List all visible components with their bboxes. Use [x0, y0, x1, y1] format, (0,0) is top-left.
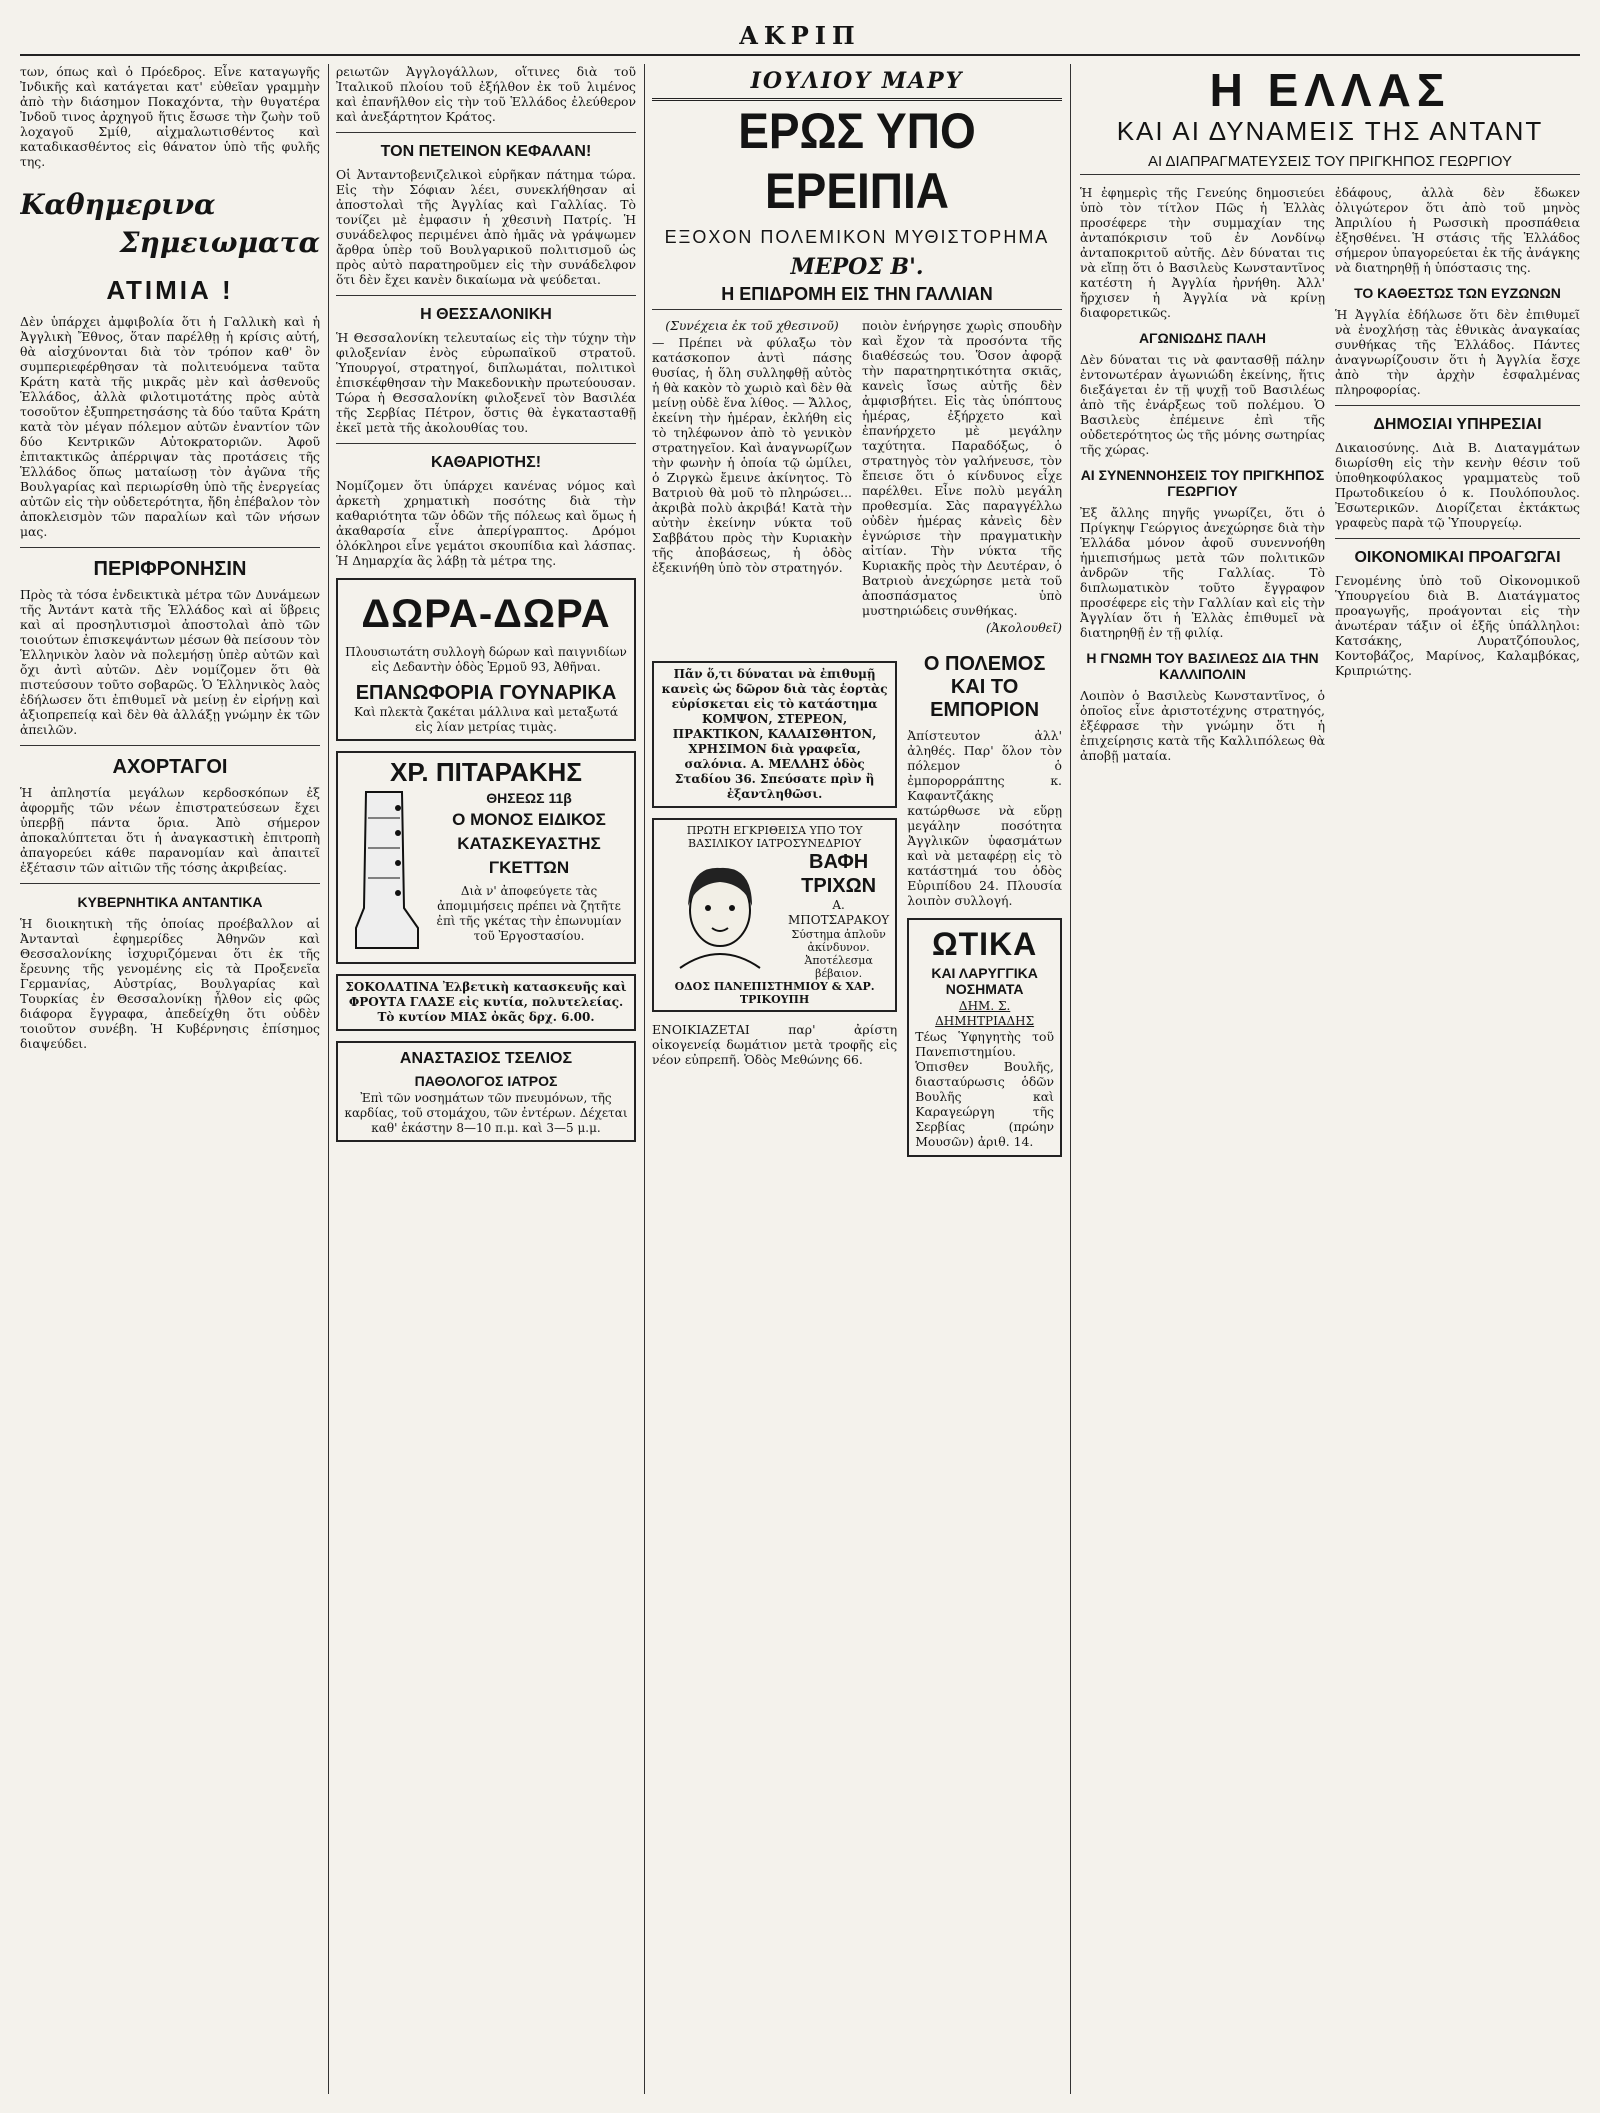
heading-kyvernitika: ΚΥΒΕΡΝΗΤΙΚΑ ΑΝΤΑΝΤΙΚΑ [77, 894, 263, 910]
heading-kathestos: ΤΟ ΚΑΘΕΣΤΩΣ ΤΩΝ ΕΥΖΩΝΩΝ [1354, 285, 1561, 301]
article-agoniodis: Δὲν δύναται τις νὰ φαντασθῇ πάλην ἐντονωτέραν ἀγωνιώδη ἐκείνης, ἥτις διεξάγεται ἐν τῇ ψυχῇ τοῦ Βασιλέως ἀπὸ τῆς ἐνάρξεως τοῦ πολέμου. Ὁ Βασιλεὺς ἐπέμεινε ἐπὶ τῆς οὐδετερότητος ὡς τῆς μόνης σωτηρίας τῆς χώρας. [1080, 352, 1325, 457]
ad-mellis [652, 661, 897, 808]
ad-pitarakis-address: ΘΗΣΕΩΣ 11β [486, 790, 572, 806]
serial-text-left: — Πρέπει νὰ φύλαξω τὸν κατάσκοπον ἀντὶ πάσης θυσίας, ἡ ὅλη συλληφθῇ αὐτὸς ἡ θὰ κακὸν τὸ χωριὸ καὶ δὲν θὰ μείνῃ οὐδὲ ἕνα λίθος. — Ἄλλος, ἐκείνη τὴν ἡμέραν, ἐκλήθη εἰς τὸ τηλέφωνον ἀπὸ τὸ γενικὸν στρατηγεῖον. Καὶ ἀναγνωρίζων τὴν φωνὴν ἡ ὁποία τῷ ὡμίλει, ὁ Ζιργκὼ ἔμεινε ἀκίνητος. Τὸ Βατριοὺ θὰ μοῦ τὸ πληρώσει... ἀκριβὰ πολὺ ἀκριβά! Κατὰ τὴν αὐτὴν ἐκείνην νύκτα τοῦ Σαββάτου πρὸς τὴν Κυριακὴν τῆς ἀποβάσεως, ἡ ὁδὸς ἐξεκινήθη ὑπὸ τὸν στρατηγόν. [652, 335, 852, 575]
ellas-title: Η ΕΛΛΑΣ [1209, 64, 1451, 116]
ad-sokolatina [336, 974, 636, 1031]
article-thessaloniki: Ἡ Θεσσαλονίκη τελευταίως εἰς τὴν τύχην τὴν φιλοξενίαν ἐνὸς εὐρωπαϊκοῦ στρατοῦ. Ὑπουργοί, στρατηγοί, διπλωμάται, πολιτικοὶ ἐπισκέφθησαν τὴν Μακεδονικὴν πρωτεύουσαν. Τώρα ἡ Θεσσαλονίκη φιλοξενεῖ τὸν Βασιλέα τῆς Σερβίας Πέτρον, ὅστις θὰ ἐγκατασταθῇ ἐκεῖ μετὰ τῆς ἀκολουθίας του. [336, 330, 636, 435]
serial-author: ΙΟΥΛΙΟΥ ΜΑΡΥ [652, 64, 1062, 101]
ad-tselios-name: ΑΝΑΣΤΑΣΙΟΣ ΤΣΕΛΙΟΣ [399, 1050, 573, 1067]
ad-vafi-top: ΠΡΩΤΗ ΕΓΚΡΙΘΕΙΣΑ ΥΠΟ ΤΟΥ ΒΑΣΙΛΙΚΟΥ ΙΑΤΡΟΣΥΝΕΔΡΙΟΥ [686, 824, 863, 850]
ad-otika-sub: ΚΑΙ ΛΑΡΥΓΓΙΚΑ ΝΟΣΗΜΑΤΑ [931, 965, 1038, 997]
article-perifronisin: Πρὸς τὰ τόσα ἐνδεικτικὰ μέτρα τῶν Δυνάμεων τῆς Ἀντάντ κατὰ τῆς Ἑλλάδος καὶ αἱ ὕβρεις καὶ αἱ προσηλυτισμοὶ ἀποστολαὶ ἀπὸ τῶν τοιούτων ἐπισκεψάντων μέσων θὰ πείσουν τὸν Ἑλληνικὸν λαὸν νὰ πολεμήσῃ ὑπὲρ αὐτῶν καὶ ὄχι ἀντὶ αὐτῶν. Δὲν νομίζομεν ὅτι θὰ πιστεύσουν τοῦτο σοβαρῶς. Ὁ Ἑλληνικὸς λαὸς ἐδήλωσεν ὅτι ἐπιθυμεῖ νὰ μείνῃ ἐν εἰρήνῃ καὶ ἀξιοπρεπείᾳ καὶ δὲν θὰ ἀλλάξῃ γνώμην ἐκ τῶν ἀπειλῶν. [20, 587, 320, 737]
ad-vafi-who: Α. ΜΠΟΤΣΑΡΑΚΟΥ [788, 898, 890, 927]
article-axortagoi: Ἡ ἀπληστία μεγάλων κερδοσκόπων ἐξ ἀφορμῆς τῶν νέων ἐπιστρατεύσεων ἔχει ὑπερβῇ πάντα ὅρια. Ἀπὸ σήμερον ἀποκαλύπτεται ὅτι ἡ ἀναγκαστικὴ ἐπιτροπὴ ἀπαγορεύει κάθε παρανομίαν καὶ ἀπαιτεῖ ἐξέτασιν τῶν αἰτιῶν τῆς τόσης ἀκριβείας. [20, 785, 320, 875]
heading-thessaloniki: Η ΘΕΣΣΑΛΟΝΙΚΗ [420, 306, 552, 323]
ellas-sub-heading: ΑΙ ΔΙΑΠΡΑΓΜΑΤΕΥΣΕΙΣ ΤΟΥ ΠΡΙΓΚΗΠΟΣ ΓΕΩΡΓΙΟΥ [1080, 153, 1580, 175]
ad-pitarakis-text: Διὰ ν' ἀποφεύγετε τὰς ἀπομιμήσεις πρέπει νὰ ζητῆτε ἐπὶ τῆς γκέτας τὴν ἐπωνυμίαν τοῦ Ἐργοστασίου. [436, 884, 622, 943]
ad-dora-text: Πλουσιωτάτη συλλογὴ δώρων καὶ παιγνιδίων εἰς Δεδαντὴν ὁδὸς Ἑρμοῦ 93, Ἀθῆναι. [345, 645, 627, 674]
woman-portrait-icon [660, 860, 780, 970]
ad-tselios [336, 1041, 636, 1142]
column-3 [652, 64, 1062, 2094]
ellas-text-right: ἐδάφους, ἀλλὰ δὲν ἔδωκεν ὀλιγώτερον ὅτι ἀπὸ τοῦ μηνὸς Ἀπριλίου ἡ Ρωσσικὴ προσπάθεια ἐξησθένει. Ἡ στάσις τῆς Ἑλλάδος σήμερον ὑπαγορεύεται ἐκ τῆς ἀνάγκης νὰ διατηρηθῇ ἡ ὑπόστασις της. [1335, 185, 1580, 275]
ad-enoikiazetai: ΕΝΟΙΚΙΑΖΕΤΑΙ παρ' ἀρίστη οἰκογενείᾳ δωμάτιον μετὰ τροφῆς εἰς νέον εὐπρεπῆ. Ὁδὸς Μεθώνης 66. [652, 1022, 898, 1067]
ad-dora-title: ΔΩΡΑ-ΔΩΡΑ [361, 592, 611, 636]
article-polemos: Ἀπίστευτον ἀλλ' ἀληθές. Παρ' ὅλον τὸν πόλεμον ὁ ἐμπορορράπτης κ. Καφαντζάκης κατώρθωσε νὰ εὕρῃ μεγάλην ποσότητα Ἀγγλικῶν ὑφασμάτων καὶ νὰ μεταφέρῃ εἰς τὸ κατάστημά του ὁδὸς Εὐριπίδου 24. Πλουσία λοιπὸν συλλογή. [907, 728, 1062, 908]
article-gnomi: Λοιπὸν ὁ Βασιλεὺς Κωνσταντῖνος, ὁ ὁποῖος εἶνε ἀριστοτέχνης στρατηγός, ἐξέφρασε τὴν γνώμην ὅτι ἡ ἐπιχείρησις κατὰ τῆς Καλλιπόλεως θὰ ἀποβῇ ματαία. [1080, 688, 1325, 763]
ad-otika-title: ΩΤΙΚΑ [931, 926, 1038, 962]
heading-peteinon: ΤΟΝ ΠΕΤΕΙΝΟΝ ΚΕΦΑΛΑΝ! [380, 143, 592, 160]
section-title-kathimerina: Καθημερινα [20, 188, 216, 221]
ads-row [652, 651, 1062, 1167]
heading-agoniodis: ΑΓΩΝΙΩΔΗΣ ΠΑΛΗ [1138, 330, 1267, 346]
ad-tselios-text: Ἐπὶ τῶν νοσημάτων τῶν πνευμόνων, τῆς καρδίας, τοῦ στομάχου, τῶν ἐντέρων. Δέχεται καθ' ἑκάστην 8—10 π.μ. καὶ 3—5 μ.μ. [344, 1091, 628, 1135]
ellas-body [1080, 185, 1580, 765]
article-dimosioi: Δικαιοσύνης. Διὰ Β. Διαταγμάτων διωρίσθη εἰς τὴν κενὴν θέσιν τοῦ ὑποθηκοφύλακος γραμματεὺς τοῦ Πρωτοδικείου ὁ κ. Πουλόπουλος. Ἐσωτερικῶν. Διορίζεται ἐκτάκτως γραφεὺς παρὰ τῷ Ὑπουργείῳ. [1335, 440, 1580, 530]
article-atimia: Δὲν ὑπάρχει ἀμφιβολία ὅτι ἡ Γαλλικὴ καὶ ἡ Ἀγγλικὴ Ἔθνος, ὅταν παρέλθῃ ἡ κρίσις αὐτή, θὰ αἰσχύνονται διὰ τὸν τρόπον καθ' ὃν συμπεριεφέρθησαν τὰ πολιτευόμενα ταῦτα Κράτη κατὰ τῆς μικρᾶς μὲν καὶ ἀσθενοῦς Ἑλλάδος, ἀλλὰ φιλοτιμοτάτης πρὸς αὐτὰ τοσοῦτον ἐξυπηρετησάσης τὰ δύο ταῦτα Κράτη κατὰ τὸν μέγαν πόλεμον αὐτῶν ἐναντίον τῶν δύο Κεντρικῶν Αὐτοκρατοριῶν. Ἀφοῦ ἐπιτακτικῶς ἀπέρριψαν τὰς προτάσεις τῆς Ἑλλάδος ὅπως ματαίωσῃ τὸν ἀγῶνα τῆς Βουλγαρίας καὶ περιωρίσθη ὑπὸ τῆς ἐνεργείας αὐτῶν εἰς τὴν οὐδετερότητα, ἤδη ἐπέβαλον τὸν ἀποκλεισμὸν τῶν παραλίων καὶ τῶν νήσων μας. [20, 314, 320, 539]
gaiter-icon [344, 788, 424, 958]
column-rule [644, 64, 645, 2094]
heading-oikonomikai: ΟΙΚΟΝΟΜΙΚΑΙ ΠΡΟΑΓΩΓΑΙ [1354, 549, 1561, 566]
article-oikonomikai: Γενομένης ὑπὸ τοῦ Οἰκονομικοῦ Ὑπουργείου διὰ Β. Διατάγματος προαγωγῆς, προάγονται εἰς τὴν ἀνωτέραν τάξιν οἱ ἑξῆς ὑπάλληλοι: Κατσάκης, Λυρατζόπουλος, Κοντοβάζος, Μαρίνος, Καλαμβόκας, Κριπριώτης. [1335, 573, 1580, 678]
serial-text-right: ποιὸν ἐνήργησε χωρὶς σπουδὴν καὶ ἔχον τὰ προσόντα τῆς διαθέσεώς του. Ὅσον ἀφορᾷ τὴν παρατηρητικότητα σκιᾶς, κανεὶς ἴσως αὐτῆς δὲν ἀμφισβήτει. Εἰς τὰς ὑπόπτους ἡμέρας, ἐξήρχετο καὶ ἐπανήρχετο μὲ μεγάλην ταχύτητα. Παραδόξως, ὁ στρατηγὸς τὸν γαλήνευσε, τὸν ἔπεισε ὅτι ὁ κίνδυνος εἶχε παρέλθει. Εἶνε πολὺ μεγάλη προθεσμία. Σὰς παραγγέλλω οὐδὲν ἡμέρας κἀνεὶς δὲν ἐγνώρισε τὴν πραγματικὴν αἰτίαν. Τὴν νύκτα τῆς Κυριακῆς πρὸς τὴν Δευτέραν, ὁ Βατριοὺ ἀνεχώρησε μετὰ τοῦ ἀποσπάσματος ὑπὸ μυστηριώδεις συνθήκας. [862, 318, 1062, 618]
ad-otika-name: ΔΗΜ. Σ. ΔΗΜΗΤΡΙΑΔΗΣ [935, 999, 1035, 1028]
article-kyvernitika: Ἡ διοικητικὴ τῆς ὁποίας προέβαλλον αἱ Ἀντανταὶ ἐφημερίδες Ἀθηνῶν καὶ Θεσσαλονίκης ἰσχυριζόμεναι ὅτι ἐκ τῆς ἔρευνης τῆς γενομένης εἰς τὰ Προξενεῖα Γερμανίας, Αὐστρίας, Βουλγαρίας καὶ Τουρκίας ἐν Θεσσαλονίκῃ ἦλθον εἰς φῶς διάφορα ἔγγραφα, ἀπεδείχθη ὅτι οὐδὲν τοιοῦτον συνέβη. Ἡ Κυβέρνησις ἐπίσημος διαψεύδει. [20, 916, 320, 1051]
ad-otika [907, 918, 1062, 1157]
ellas-subtitle: ΚΑΙ ΑΙ ΔΥΝΑΜΕΙΣ ΤΗΣ ΑΝΤΑΝΤ [1116, 116, 1544, 146]
column-rule [328, 64, 329, 2094]
serial-part: ΜΕΡΟΣ Β'. [790, 254, 924, 280]
heading-dimosioi: ΔΗΜΟΣΙΑΙ ΥΠΗΡΕΣΙΑΙ [1373, 416, 1542, 433]
ad-sokolatina-text: ΣΟΚΟΛΑΤΙΝΑ Ἐλβετικὴ κατασκευῆς καὶ ΦΡΟΥΤΑ ΓΛΑΣΕ εἰς κυτία, πολυτελείας. Τὸ κυτίον ΜΙΑΣ ὀκᾶς δρχ. 6.00. [345, 980, 627, 1024]
ad-vafi-text: Σύστημα ἀπλοῦν ἀκίνδυνον. Ἀποτέλεσμα βέβαιον. [791, 928, 886, 980]
heading-kathariotis: ΚΑΘΑΡΙΟΤΗΣ! [430, 454, 542, 471]
article-synennoiseis: Ἐξ ἄλλης πηγῆς γνωρίζει, ὅτι ὁ Πρίγκηψ Γεώργιος ἀνεχώρησε διὰ τὴν Ἑλλάδα μόνον ἀφοῦ συνεννοήθη ἡμιεπισήμως μετὰ τῶν πολιτικῶν ἀνδρῶν τῆς Γαλλίας. Τὸ διπλωματικὸν τοῦτο ἔγγραφον προσέφερε εἰς τὴν Γαλλίαν καὶ εἰς τὴν Ἀγγλίαν ὅτι ἡ Ἑλλὰς ἐπιθυμεῖ νὰ διατηρηθῇ ἐν τῇ φιλίᾳ. [1080, 505, 1325, 640]
heading-axortagoi: ΑΧΟΡΤΑΓΟΙ [112, 756, 228, 778]
col2-intro: ρειωτῶν Ἀγγλογάλλων, οἵτινες διὰ τοῦ Ἰταλικοῦ πλοίου τοῦ ἐξήλθον ἐκ τοῦ λιμένος καὶ ἐπανῆλθον εἰς τὴν τοῦ Ἑλλάδος ἐλεύθερον καὶ ἀνεξάρτητον Κράτος. [336, 64, 636, 124]
divider [336, 132, 636, 133]
divider [336, 295, 636, 296]
newspaper-page [20, 16, 1580, 2096]
heading-polemos: Ο ΠΟΛΕΜΟΣ ΚΑΙ ΤΟ ΕΜΠΟΡΙΟΝ [923, 653, 1046, 721]
article-kathestos: Ἡ Ἀγγλία ἐδήλωσε ὅτι δὲν ἐπιθυμεῖ νὰ ἐνοχλήσῃ τὰς ἐθνικὰς ἀναγκαίας συνθήκας τῆς Ἑλλάδος. Πάντες ἀναγνωρίζουσιν ὅτι ἡ Ἀγγλία ἔσχε ἀπὸ τὴν ἀρχὴν ἐσφαλμένας πληροφορίας. [1335, 307, 1580, 397]
serial-subtitle: ΕΞΟΧΟΝ ΠΟΛΕΜΙΚΟΝ ΜΥΘΙΣΤΟΡΗΜΑ [664, 227, 1050, 247]
divider [20, 745, 320, 746]
ad-otika-text: Τέως Ὑφηγητὴς τοῦ Πανεπιστημίου. Ὁπισθεν Βουλῆς, διασταύρωσις ὁδῶν Βουλῆς καὶ Καραγεώργη τῆς Σερβίας (πρώην Μουσῶν) ἀριθ. 14. [915, 1029, 1054, 1149]
ad-pitarakis [336, 751, 636, 964]
serial-chapter: Η ΕΠΙΔΡΟΜΗ ΕΙΣ ΤΗΝ ΓΑΛΛΙΑΝ [652, 284, 1062, 310]
heading-atimia: ΑΤΙΜΙΑ ! [106, 275, 234, 305]
ad-epanoforia-text: Καὶ πλεκτὰ ζακέται μάλλινα καὶ μεταξωτά εἰς λίαν μετρίας τιμὰς. [354, 705, 618, 734]
serial-end: (Ἀκολουθεῖ) [985, 620, 1062, 635]
serial-continuation: (Συνέχεια ἐκ τοῦ χθεσινοῦ) [665, 318, 839, 333]
ad-pitarakis-sub: Ο ΜΟΝΟΣ ΕΙΔΙΚΟΣ ΚΑΤΑΣΚΕΥΑΣΤΗΣ ΓΚΕΤΤΩΝ [452, 810, 606, 877]
divider [20, 547, 320, 548]
heading-perifronisin: ΠΕΡΙΦΡΟΝΗΣΙΝ [93, 558, 247, 580]
divider [1335, 405, 1580, 406]
ad-pitarakis-name: ΧΡ. ΠΙΤΑΡΑΚΗΣ [390, 757, 582, 787]
column-1 [20, 64, 320, 2094]
ad-tselios-sub: ΠΑΘΟΛΟΓΟΣ ΙΑΤΡΟΣ [414, 1073, 558, 1089]
ad-vafi [652, 818, 897, 1012]
ad-dora [336, 578, 636, 741]
ad-vafi-name: ΒΑΦΗ ΤΡΙΧΩΝ [801, 851, 877, 897]
divider [336, 443, 636, 444]
col1-intro: των, όπως καὶ ὁ Πρόεδρος. Εἶνε καταγωγῆς Ἰνδικῆς καὶ κατάγεται κατ' εὐθεῖαν γραμμὴν ἀπὸ τὴν διάσημον Ποκαχόντα, τὴν θυγατέρα Ἰνδοῦ τινος ἀρχηγοῦ ἥτις ἔσωσε τὴν ζωὴν τοῦ λοχαγοῦ Σμίθ, αἰχμαλωτισθέντος καὶ καταδικασθέντος εἰς θάνατον ὑπὸ τῆς φυλῆς της. [20, 64, 320, 169]
divider [20, 883, 320, 884]
divider [1335, 538, 1580, 539]
column-rule [1070, 64, 1071, 2094]
article-kathariotis: Νομίζομεν ὅτι ὑπάρχει κανένας νόμος καὶ ἀρκετὴ χρηματικὴ ποσότης διὰ τὴν καθαριότητα τῶν ὁδῶν τῆς πόλεως καὶ ὅμως ἡ ἀκαθαρσία εἶνε ἀπερίγραπτος. Δρόμοι ὁλόκληροι εἶνε γεμάτοι σκουπίδια καὶ λάσπας. Ἡ Δημαρχία ἃς λάβῃ τὰ μέτρα της. [336, 478, 636, 568]
masthead [20, 16, 1580, 56]
ad-mellis-text: Πᾶν ὅ,τι δύναται νὰ ἐπιθυμῇ κανεὶς ὡς δῶρον διὰ τὰς ἑορτὰς εὑρίσκεται εἰς τὸ κατάστημα ΚΟΜΨΟΝ, ΣΤΕΡΕΟΝ, ΠΡΑΚΤΙΚΟΝ, ΚΑΛΑΙΣΘΗΤΟΝ, ΧΡΗΣΙΜΟΝ διὰ γραφεῖα, σαλόνια. Α. ΜΕΛΛΗΣ ὁδὸς Σταδίου 36. Σπεύσατε πρὶν ἢ ἐξαντληθῶσι. [661, 667, 888, 801]
serial-title: ΕΡΩΣ ΥΠΟ ΕΡΕΙΠΙΑ [738, 103, 976, 219]
ellas-text-left: Ἡ ἐφημερὶς τῆς Γενεύης δημοσιεύει ὑπὸ τὸν τίτλον Πῶς ἡ Ἑλλὰς προσέφερε τὴν συμμαχίαν της ἀνταπόκρισιν τοῦ ἐν Λονδίνῳ ἀνταποκριτοῦ αὐτῆς. Δὲν δύναται τις νὰ εἴπῃ ὅτι ὁ Βασιλεὺς Κωνσταντῖνος κατέστη ἡ Ἀγγλία ἠρνήθη. Ἀλλ' ἤρχισεν ἡ Ἀγγλία νὰ κρίνῃ διαφορετικῶς. [1080, 185, 1325, 320]
column-2 [336, 64, 636, 2094]
serial-body [652, 318, 1062, 637]
masthead-title: ΑΚΡΙΠ [739, 21, 861, 50]
ad-vafi-bottom: ΟΔΟΣ ΠΑΝΕΠΙΣΤΗΜΙΟΥ & ΧΑΡ. ΤΡΙΚΟΥΠΗ [674, 980, 875, 1006]
heading-synennoiseis: ΑΙ ΣΥΝΕΝΝΟΗΣΕΙΣ ΤΟΥ ΠΡΙΓΚΗΠΟΣ ΓΕΩΡΓΙΟΥ [1080, 467, 1325, 499]
column-4 [1080, 64, 1580, 2094]
section-title-simeiomata: Σημειωματα [119, 226, 320, 259]
ad-epanoforia-title: ΕΠΑΝΩΦΟΡΙΑ ΓΟΥΝΑΡΙΚΑ [355, 682, 617, 704]
heading-gnomi: Η ΓΝΩΜΗ ΤΟΥ ΒΑΣΙΛΕΩΣ ΔΙΑ ΤΗΝ ΚΑΛΛΙΠΟΛΙΝ [1086, 650, 1319, 682]
article-peteinon: Οἱ Ἀνταντοβενιζελικοὶ εὑρῆκαν πάτημα τώρα. Εἰς τὴν Σόφιαν λέει, συνεκλήθησαν αἱ ἀποστολαὶ τῆς Ἀγγλίας καὶ Γαλλίας. Τὸ τονίζει μὲ ἐμφασιν ἡ χθεσινὴ Πατρίς. Ἡ συνάδελφος περιμένει ἀπὸ ἡμᾶς νὰ γράψωμεν ἄρθρα ὑπὲρ τοῦ Βουλγαρικοῦ πολιτισμοῦ ὡς πρὸς αὐτὸ παρατηροῦμεν εἰς τὴν συνάδελφον ὅτι δὲν ἔχει κανὲν δικαίωμα νὰ ψεύδεται. [336, 167, 636, 287]
